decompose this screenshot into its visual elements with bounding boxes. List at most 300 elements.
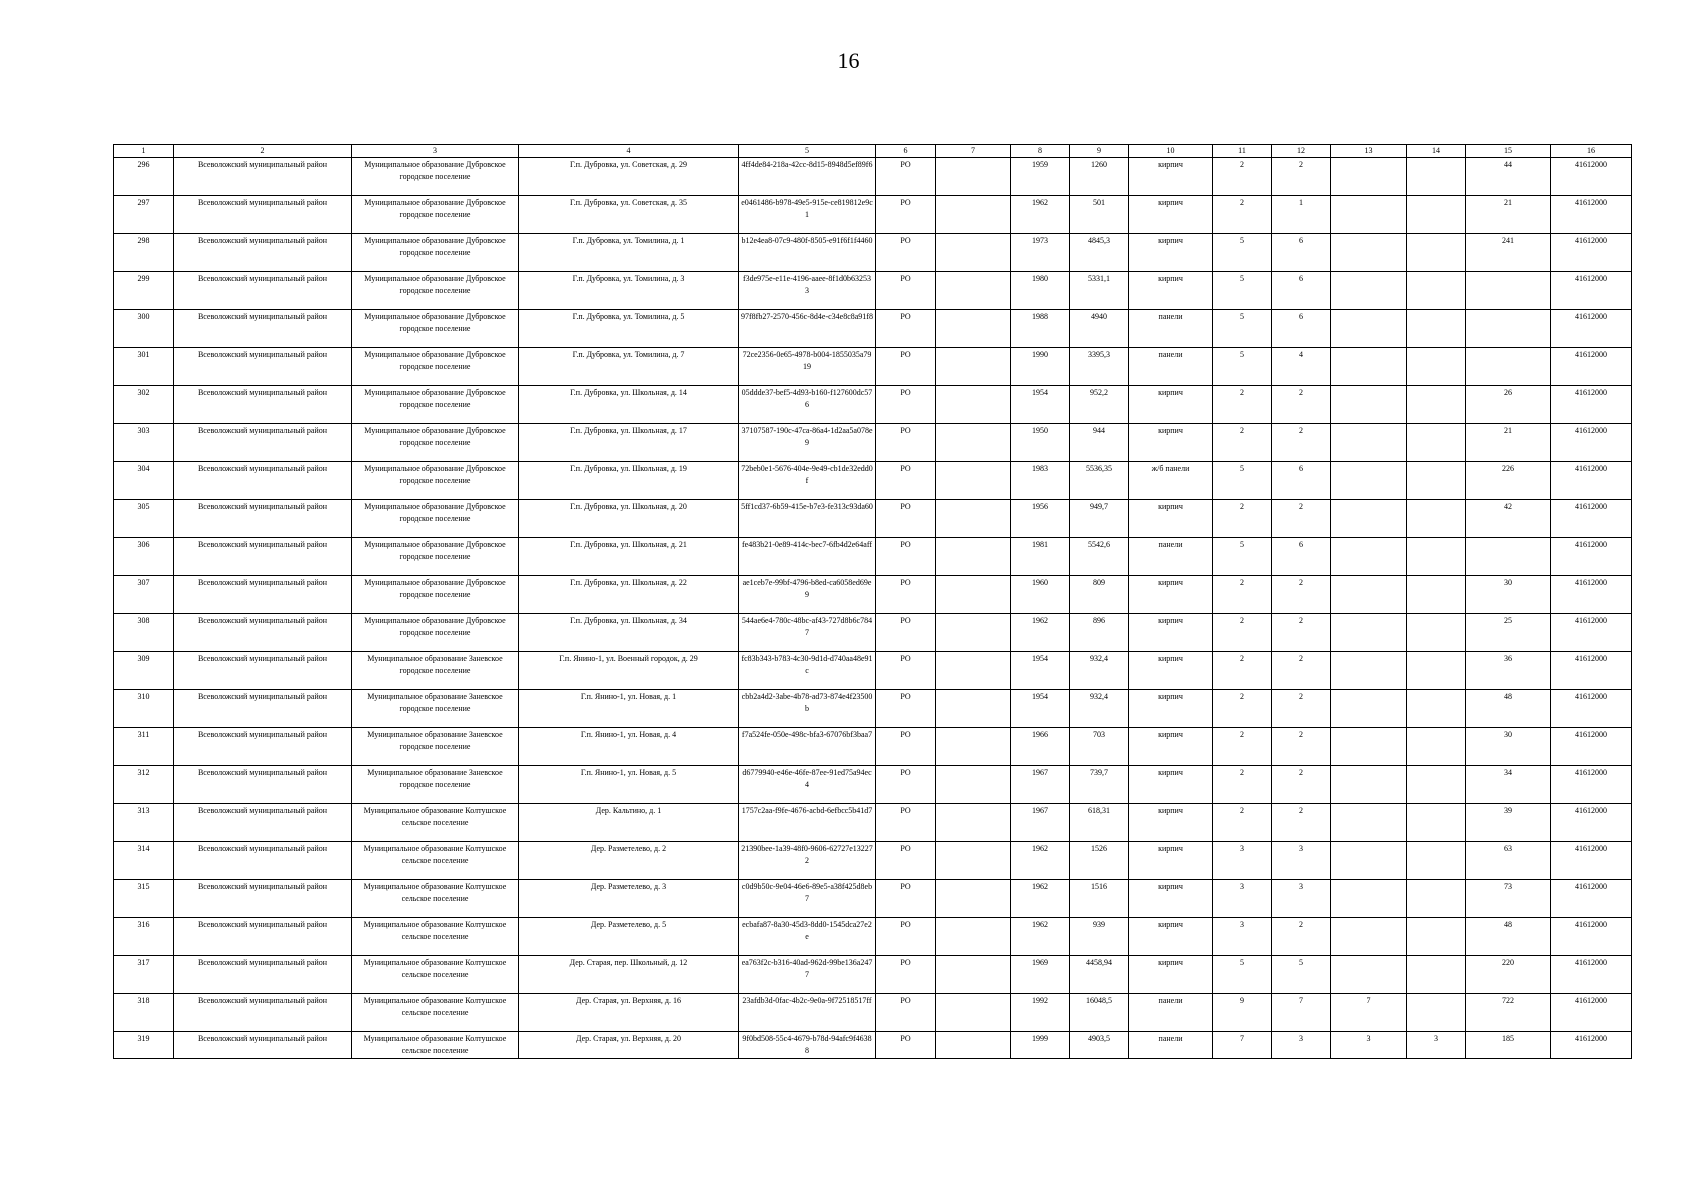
table-cell-col4: Г.п. Дубровка, ул. Советская, д. 35 [519, 196, 739, 234]
table-cell-col4: Г.п. Дубровка, ул. Школьная, д. 14 [519, 386, 739, 424]
table-cell-col9: 5536,35 [1070, 462, 1129, 500]
table-cell-col4: Г.п. Дубровка, ул. Школьная, д. 22 [519, 576, 739, 614]
table-cell-col12: 2 [1272, 576, 1331, 614]
table-cell-col15: 722 [1466, 994, 1551, 1032]
table-cell-col12: 2 [1272, 918, 1331, 956]
table-cell-col1: 299 [114, 272, 174, 310]
table-cell-col13 [1331, 690, 1407, 728]
table-cell-col6: РО [876, 500, 936, 538]
table-header [114, 145, 1632, 158]
table-cell-col8: 1988 [1011, 310, 1070, 348]
table-cell-col7 [936, 956, 1011, 994]
table-cell-col13 [1331, 310, 1407, 348]
table-cell-col16: 41612000 [1551, 158, 1632, 196]
column-header-11: 11 [1213, 145, 1272, 158]
table-cell-col7 [936, 804, 1011, 842]
table-cell-col1: 297 [114, 196, 174, 234]
table-cell-col7 [936, 614, 1011, 652]
table-row [114, 766, 1632, 804]
table-cell-col3: Муниципальное образование Дубровское городское поселение [352, 348, 519, 386]
column-header-16: 16 [1551, 145, 1632, 158]
table-cell-col4: Дер. Старая, пер. Школьный, д. 12 [519, 956, 739, 994]
table-cell-col7 [936, 842, 1011, 880]
table-cell-col8: 1983 [1011, 462, 1070, 500]
table-cell-col11: 2 [1213, 766, 1272, 804]
table-cell-col2: Всеволожский муниципальный район [174, 690, 352, 728]
table-row [114, 462, 1632, 500]
table-cell-col3: Муниципальное образование Заневское городское поселение [352, 766, 519, 804]
table-row [114, 614, 1632, 652]
table-cell-col3: Муниципальное образование Заневское городское поселение [352, 728, 519, 766]
table-cell-col7 [936, 690, 1011, 728]
table-cell-col10: кирпич [1129, 842, 1213, 880]
table-cell-col10: панели [1129, 538, 1213, 576]
column-header-4: 4 [519, 145, 739, 158]
table-cell-col12: 2 [1272, 766, 1331, 804]
table-cell-col10: панели [1129, 994, 1213, 1032]
table-cell-col1: 319 [114, 1032, 174, 1059]
table-cell-col10: кирпич [1129, 652, 1213, 690]
table-cell-col7 [936, 310, 1011, 348]
table-cell-col6: РО [876, 538, 936, 576]
table-cell-col2: Всеволожский муниципальный район [174, 880, 352, 918]
table-cell-col10: кирпич [1129, 728, 1213, 766]
table-cell-col6: РО [876, 310, 936, 348]
table-cell-col5: 544ae6e4-780c-48bc-af43-727d8b6c7847 [739, 614, 876, 652]
table-cell-col16: 41612000 [1551, 500, 1632, 538]
table-cell-col1: 307 [114, 576, 174, 614]
table-cell-col16: 41612000 [1551, 386, 1632, 424]
table-cell-col10: кирпич [1129, 234, 1213, 272]
table-cell-col2: Всеволожский муниципальный район [174, 956, 352, 994]
table-cell-col8: 1967 [1011, 804, 1070, 842]
table-cell-col5: e0461486-b978-49e5-915e-ce819812e9c1 [739, 196, 876, 234]
table-cell-col2: Всеволожский муниципальный район [174, 196, 352, 234]
table-cell-col5: b12e4ea8-07c9-480f-8505-e91f6f1f4460 [739, 234, 876, 272]
table-cell-col4: Г.п. Дубровка, ул. Советская, д. 29 [519, 158, 739, 196]
table-cell-col4: Г.п. Дубровка, ул. Томилина, д. 3 [519, 272, 739, 310]
table-cell-col10: кирпич [1129, 386, 1213, 424]
table-cell-col5: 23afdb3d-0fac-4b2c-9e0a-9f72518517ff [739, 994, 876, 1032]
table-cell-col9: 703 [1070, 728, 1129, 766]
table-cell-col8: 1969 [1011, 956, 1070, 994]
table-cell-col3: Муниципальное образование Дубровское городское поселение [352, 310, 519, 348]
table-cell-col16: 41612000 [1551, 272, 1632, 310]
table-cell-col9: 939 [1070, 918, 1129, 956]
column-header-3: 3 [352, 145, 519, 158]
table-cell-col14 [1407, 880, 1466, 918]
table-cell-col14 [1407, 918, 1466, 956]
table-cell-col6: РО [876, 842, 936, 880]
table-cell-col5: ecbafa87-8a30-45d3-8dd0-1545dca27e2e [739, 918, 876, 956]
table-cell-col8: 1950 [1011, 424, 1070, 462]
table-cell-col6: РО [876, 880, 936, 918]
table-cell-col13 [1331, 880, 1407, 918]
table-cell-col9: 3395,3 [1070, 348, 1129, 386]
table-cell-col7 [936, 994, 1011, 1032]
table-cell-col6: РО [876, 690, 936, 728]
table-cell-col8: 1962 [1011, 880, 1070, 918]
table-cell-col14 [1407, 766, 1466, 804]
table-cell-col12: 6 [1272, 310, 1331, 348]
table-cell-col12: 6 [1272, 538, 1331, 576]
table-cell-col7 [936, 576, 1011, 614]
table-cell-col15: 34 [1466, 766, 1551, 804]
table-cell-col15 [1466, 272, 1551, 310]
table-cell-col10: кирпич [1129, 918, 1213, 956]
table-cell-col13: 3 [1331, 1032, 1407, 1059]
table-cell-col11: 3 [1213, 880, 1272, 918]
table-cell-col7 [936, 348, 1011, 386]
table-cell-col16: 41612000 [1551, 234, 1632, 272]
table-cell-col8: 1980 [1011, 272, 1070, 310]
table-cell-col11: 2 [1213, 196, 1272, 234]
table-cell-col15: 226 [1466, 462, 1551, 500]
table-cell-col12: 4 [1272, 348, 1331, 386]
table-cell-col16: 41612000 [1551, 424, 1632, 462]
table-cell-col4: Г.п. Янино-1, ул. Новая, д. 1 [519, 690, 739, 728]
table-cell-col13 [1331, 918, 1407, 956]
table-cell-col2: Всеволожский муниципальный район [174, 728, 352, 766]
table-cell-col14 [1407, 272, 1466, 310]
table-cell-col16: 41612000 [1551, 880, 1632, 918]
table-cell-col5: 72ce2356-0e65-4978-b004-1855035a7919 [739, 348, 876, 386]
table-cell-col8: 1992 [1011, 994, 1070, 1032]
table-row [114, 234, 1632, 272]
table-cell-col3: Муниципальное образование Дубровское городское поселение [352, 500, 519, 538]
table-cell-col4: Г.п. Дубровка, ул. Томилина, д. 7 [519, 348, 739, 386]
table-cell-col15: 185 [1466, 1032, 1551, 1059]
table-cell-col15 [1466, 538, 1551, 576]
table-cell-col14 [1407, 310, 1466, 348]
table-cell-col4: Г.п. Дубровка, ул. Школьная, д. 21 [519, 538, 739, 576]
table-cell-col8: 1999 [1011, 1032, 1070, 1059]
table-cell-col16: 41612000 [1551, 766, 1632, 804]
column-header-6: 6 [876, 145, 936, 158]
table-cell-col15: 21 [1466, 424, 1551, 462]
table-cell-col15: 73 [1466, 880, 1551, 918]
table-cell-col9: 501 [1070, 196, 1129, 234]
table-cell-col6: РО [876, 614, 936, 652]
column-header-10: 10 [1129, 145, 1213, 158]
table-cell-col12: 6 [1272, 234, 1331, 272]
table-cell-col6: РО [876, 728, 936, 766]
table-cell-col11: 2 [1213, 690, 1272, 728]
column-header-14: 14 [1407, 145, 1466, 158]
table-cell-col6: РО [876, 158, 936, 196]
column-header-7: 7 [936, 145, 1011, 158]
table-cell-col8: 1967 [1011, 766, 1070, 804]
table-cell-col4: Дер. Старая, ул. Верхняя, д. 16 [519, 994, 739, 1032]
table-cell-col1: 312 [114, 766, 174, 804]
table-cell-col5: ea763f2c-b316-40ad-962d-99be136a2477 [739, 956, 876, 994]
table-cell-col2: Всеволожский муниципальный район [174, 158, 352, 196]
table-cell-col10: кирпич [1129, 500, 1213, 538]
table-cell-col7 [936, 538, 1011, 576]
table-cell-col1: 309 [114, 652, 174, 690]
table-cell-col6: РО [876, 424, 936, 462]
column-number-row [114, 145, 1632, 158]
table-cell-col14 [1407, 424, 1466, 462]
table-cell-col15: 42 [1466, 500, 1551, 538]
table-cell-col2: Всеволожский муниципальный район [174, 348, 352, 386]
column-header-8: 8 [1011, 145, 1070, 158]
table-cell-col11: 3 [1213, 918, 1272, 956]
table-cell-col7 [936, 728, 1011, 766]
table-cell-col4: Г.п. Дубровка, ул. Школьная, д. 34 [519, 614, 739, 652]
table-cell-col4: Г.п. Янино-1, ул. Военный городок, д. 29 [519, 652, 739, 690]
table-cell-col13 [1331, 500, 1407, 538]
table-cell-col11: 5 [1213, 462, 1272, 500]
table-cell-col5: 9f0bd508-55c4-4679-b78d-94afc9f46388 [739, 1032, 876, 1059]
table-row [114, 690, 1632, 728]
table-cell-col3: Муниципальное образование Колтушское сельское поселение [352, 1032, 519, 1059]
table-cell-col11: 2 [1213, 424, 1272, 462]
table-cell-col1: 305 [114, 500, 174, 538]
table-cell-col4: Г.п. Дубровка, ул. Школьная, д. 17 [519, 424, 739, 462]
table-row [114, 880, 1632, 918]
table-cell-col6: РО [876, 1032, 936, 1059]
table-cell-col12: 7 [1272, 994, 1331, 1032]
table-cell-col1: 311 [114, 728, 174, 766]
table-cell-col3: Муниципальное образование Колтушское сельское поселение [352, 956, 519, 994]
table-cell-col4: Г.п. Янино-1, ул. Новая, д. 5 [519, 766, 739, 804]
table-cell-col14 [1407, 158, 1466, 196]
table-cell-col2: Всеволожский муниципальный район [174, 804, 352, 842]
table-cell-col15 [1466, 348, 1551, 386]
table-cell-col12: 3 [1272, 842, 1331, 880]
table-cell-col15 [1466, 310, 1551, 348]
table-cell-col11: 5 [1213, 538, 1272, 576]
table-cell-col3: Муниципальное образование Дубровское городское поселение [352, 462, 519, 500]
table-cell-col1: 313 [114, 804, 174, 842]
table-cell-col3: Муниципальное образование Дубровское городское поселение [352, 234, 519, 272]
column-header-12: 12 [1272, 145, 1331, 158]
table-cell-col4: Г.п. Дубровка, ул. Школьная, д. 19 [519, 462, 739, 500]
table-cell-col2: Всеволожский муниципальный район [174, 234, 352, 272]
table-cell-col5: 21390bee-1a39-48f0-9606-62727e132272 [739, 842, 876, 880]
table-cell-col3: Муниципальное образование Дубровское городское поселение [352, 158, 519, 196]
table-cell-col11: 2 [1213, 804, 1272, 842]
table-cell-col1: 303 [114, 424, 174, 462]
table-cell-col9: 739,7 [1070, 766, 1129, 804]
table-cell-col13 [1331, 652, 1407, 690]
table-cell-col10: кирпич [1129, 614, 1213, 652]
table-cell-col10: панели [1129, 1032, 1213, 1059]
table-cell-col4: Г.п. Дубровка, ул. Школьная, д. 20 [519, 500, 739, 538]
table-cell-col14 [1407, 538, 1466, 576]
table-cell-col3: Муниципальное образование Дубровское городское поселение [352, 272, 519, 310]
table-cell-col12: 2 [1272, 158, 1331, 196]
table-cell-col3: Муниципальное образование Колтушское сельское поселение [352, 994, 519, 1032]
table-cell-col3: Муниципальное образование Колтушское сельское поселение [352, 880, 519, 918]
table-cell-col7 [936, 1032, 1011, 1059]
table-cell-col7 [936, 234, 1011, 272]
table-cell-col15: 44 [1466, 158, 1551, 196]
table-cell-col4: Г.п. Дубровка, ул. Томилина, д. 1 [519, 234, 739, 272]
table-cell-col13 [1331, 234, 1407, 272]
table-cell-col10: панели [1129, 348, 1213, 386]
table-cell-col12: 2 [1272, 690, 1331, 728]
table-cell-col7 [936, 462, 1011, 500]
table-row [114, 728, 1632, 766]
table-cell-col11: 2 [1213, 158, 1272, 196]
table-cell-col16: 41612000 [1551, 1032, 1632, 1059]
table-cell-col1: 318 [114, 994, 174, 1032]
table-cell-col12: 3 [1272, 1032, 1331, 1059]
table-cell-col14: 3 [1407, 1032, 1466, 1059]
table-cell-col7 [936, 158, 1011, 196]
table-cell-col1: 310 [114, 690, 174, 728]
table-cell-col3: Муниципальное образование Дубровское городское поселение [352, 424, 519, 462]
table-cell-col8: 1962 [1011, 614, 1070, 652]
table-cell-col8: 1962 [1011, 842, 1070, 880]
table-cell-col12: 3 [1272, 880, 1331, 918]
table-cell-col16: 41612000 [1551, 918, 1632, 956]
table-cell-col11: 5 [1213, 310, 1272, 348]
table-cell-col13 [1331, 196, 1407, 234]
table-row [114, 842, 1632, 880]
table-cell-col13 [1331, 576, 1407, 614]
table-cell-col5: f3de975e-e11e-4196-aaee-8f1d0b632533 [739, 272, 876, 310]
table-cell-col1: 304 [114, 462, 174, 500]
table-row [114, 272, 1632, 310]
table-cell-col6: РО [876, 348, 936, 386]
table-cell-col1: 308 [114, 614, 174, 652]
table-row [114, 386, 1632, 424]
table-cell-col3: Муниципальное образование Заневское городское поселение [352, 690, 519, 728]
table-cell-col13 [1331, 766, 1407, 804]
table-cell-col7 [936, 424, 1011, 462]
table-cell-col14 [1407, 956, 1466, 994]
column-header-13: 13 [1331, 145, 1407, 158]
table-cell-col8: 1962 [1011, 196, 1070, 234]
table-cell-col11: 5 [1213, 348, 1272, 386]
table-cell-col14 [1407, 348, 1466, 386]
table-cell-col9: 4903,5 [1070, 1032, 1129, 1059]
table-cell-col13 [1331, 272, 1407, 310]
table-cell-col8: 1962 [1011, 918, 1070, 956]
table-cell-col12: 2 [1272, 614, 1331, 652]
table-cell-col11: 2 [1213, 614, 1272, 652]
table-cell-col3: Муниципальное образование Колтушское сельское поселение [352, 842, 519, 880]
table-cell-col12: 6 [1272, 462, 1331, 500]
table-cell-col8: 1973 [1011, 234, 1070, 272]
table-cell-col2: Всеволожский муниципальный район [174, 1032, 352, 1059]
table-cell-col14 [1407, 234, 1466, 272]
table-row [114, 918, 1632, 956]
table-cell-col10: ж/б панели [1129, 462, 1213, 500]
table-cell-col13 [1331, 842, 1407, 880]
table-cell-col12: 2 [1272, 386, 1331, 424]
table-cell-col9: 944 [1070, 424, 1129, 462]
table-cell-col9: 932,4 [1070, 652, 1129, 690]
table-row [114, 424, 1632, 462]
table-cell-col5: 5ff1cd37-6b59-415e-b7e3-fe313c93da60 [739, 500, 876, 538]
table-cell-col10: кирпич [1129, 956, 1213, 994]
table-cell-col11: 2 [1213, 652, 1272, 690]
table-cell-col15: 220 [1466, 956, 1551, 994]
table-cell-col5: c0d9b50c-9e04-46e6-89e5-a38f425d8eb7 [739, 880, 876, 918]
table-cell-col12: 2 [1272, 804, 1331, 842]
table-cell-col6: РО [876, 272, 936, 310]
table-cell-col16: 41612000 [1551, 994, 1632, 1032]
table-cell-col10: кирпич [1129, 766, 1213, 804]
table-cell-col13: 7 [1331, 994, 1407, 1032]
table-cell-col6: РО [876, 918, 936, 956]
table-cell-col1: 314 [114, 842, 174, 880]
table-cell-col2: Всеволожский муниципальный район [174, 766, 352, 804]
table-cell-col5: fc83b343-b783-4c30-9d1d-d740aa48e91c [739, 652, 876, 690]
table-cell-col3: Муниципальное образование Дубровское городское поселение [352, 386, 519, 424]
table-cell-col6: РО [876, 652, 936, 690]
table-cell-col2: Всеволожский муниципальный район [174, 614, 352, 652]
table-cell-col14 [1407, 500, 1466, 538]
table-cell-col13 [1331, 386, 1407, 424]
table-cell-col8: 1966 [1011, 728, 1070, 766]
table-cell-col2: Всеволожский муниципальный район [174, 272, 352, 310]
table-cell-col14 [1407, 728, 1466, 766]
table-cell-col5: f7a524fe-050e-498c-bfa3-67076bf3baa7 [739, 728, 876, 766]
table-cell-col8: 1990 [1011, 348, 1070, 386]
table-cell-col2: Всеволожский муниципальный район [174, 994, 352, 1032]
table-cell-col4: Дер. Разметелево, д. 5 [519, 918, 739, 956]
table-cell-col15: 48 [1466, 690, 1551, 728]
table-row [114, 310, 1632, 348]
table-row [114, 1032, 1632, 1059]
table-cell-col16: 41612000 [1551, 804, 1632, 842]
table-cell-col15: 36 [1466, 652, 1551, 690]
table-row [114, 500, 1632, 538]
table-cell-col15: 26 [1466, 386, 1551, 424]
table-cell-col4: Дер. Кальтино, д. 1 [519, 804, 739, 842]
table-cell-col1: 298 [114, 234, 174, 272]
table-cell-col9: 5331,1 [1070, 272, 1129, 310]
table-cell-col6: РО [876, 956, 936, 994]
table-cell-col13 [1331, 614, 1407, 652]
table-cell-col2: Всеволожский муниципальный район [174, 462, 352, 500]
table-cell-col14 [1407, 994, 1466, 1032]
table-cell-col6: РО [876, 462, 936, 500]
table-cell-col14 [1407, 652, 1466, 690]
table-cell-col15: 63 [1466, 842, 1551, 880]
table-cell-col15: 30 [1466, 728, 1551, 766]
table-cell-col5: 97f8fb27-2570-456c-8d4e-c34e8c8a91f8 [739, 310, 876, 348]
table-cell-col11: 2 [1213, 576, 1272, 614]
table-cell-col5: 37107587-190c-47ca-86a4-1d2aa5a078e9 [739, 424, 876, 462]
table-row [114, 158, 1632, 196]
table-cell-col9: 16048,5 [1070, 994, 1129, 1032]
table-cell-col10: кирпич [1129, 690, 1213, 728]
table-cell-col8: 1956 [1011, 500, 1070, 538]
table-row [114, 348, 1632, 386]
table-cell-col10: кирпич [1129, 424, 1213, 462]
column-header-2: 2 [174, 145, 352, 158]
table-cell-col6: РО [876, 576, 936, 614]
table-cell-col16: 41612000 [1551, 614, 1632, 652]
table-cell-col13 [1331, 804, 1407, 842]
table-cell-col11: 5 [1213, 272, 1272, 310]
table-row [114, 804, 1632, 842]
table-cell-col14 [1407, 196, 1466, 234]
table-cell-col7 [936, 766, 1011, 804]
table-cell-col2: Всеволожский муниципальный район [174, 842, 352, 880]
table-cell-col14 [1407, 614, 1466, 652]
table-cell-col10: кирпич [1129, 196, 1213, 234]
table-cell-col3: Муниципальное образование Дубровское городское поселение [352, 538, 519, 576]
table-cell-col3: Муниципальное образование Заневское городское поселение [352, 652, 519, 690]
table-row [114, 994, 1632, 1032]
